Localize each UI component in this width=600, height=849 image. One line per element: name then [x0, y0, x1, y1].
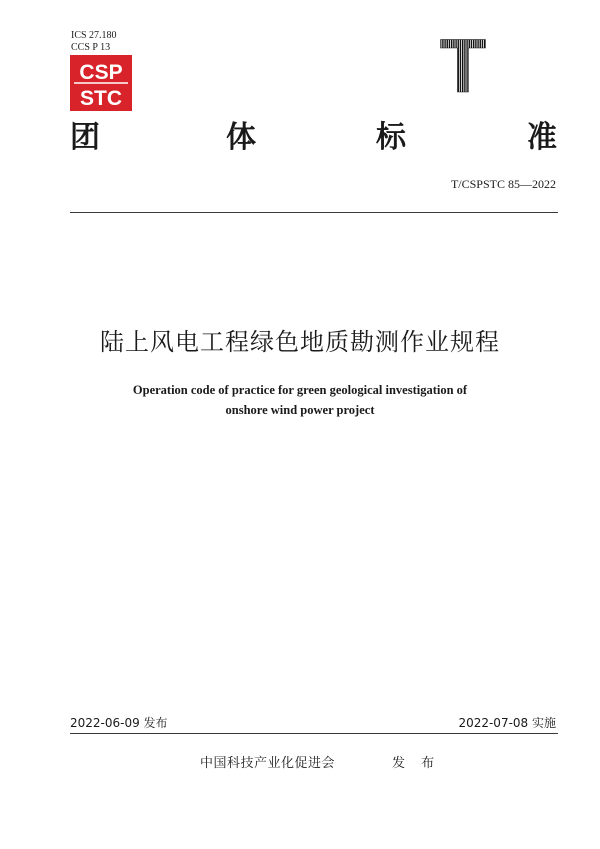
ccs-code: CCS P 13: [71, 42, 111, 53]
category-char-3: 标: [376, 120, 406, 155]
publish-label: 发 布: [392, 756, 441, 771]
standard-code: T/CSPSTC 85—2022: [450, 177, 556, 191]
logo-text-bottom: STC: [80, 87, 122, 110]
cspstc-logo: [70, 55, 132, 111]
title-english-line-1: Operation code of practice for green geological investigation of: [132, 383, 468, 397]
divider-bottom: [70, 733, 558, 734]
category-char-4: 准: [527, 120, 557, 155]
logo-text-top: CSP: [79, 61, 123, 84]
divider-top: [70, 212, 558, 213]
title-english-line-2: onshore wind power project: [225, 403, 375, 417]
ics-code: ICS 27.180: [71, 30, 117, 41]
implementation-date: 2022-07-08 实施: [458, 716, 556, 730]
type-letter-glyph: T: [440, 35, 486, 95]
title-chinese: 陆上风电工程绿色地质勘测作业规程: [100, 328, 500, 356]
category-char-1: 团: [70, 120, 100, 155]
standard-type-letter: [440, 35, 486, 95]
publisher-name: 中国科技产业化促进会: [200, 756, 336, 771]
issue-date: 2022-06-09 发布: [70, 716, 168, 730]
category-char-2: 体: [226, 120, 256, 155]
